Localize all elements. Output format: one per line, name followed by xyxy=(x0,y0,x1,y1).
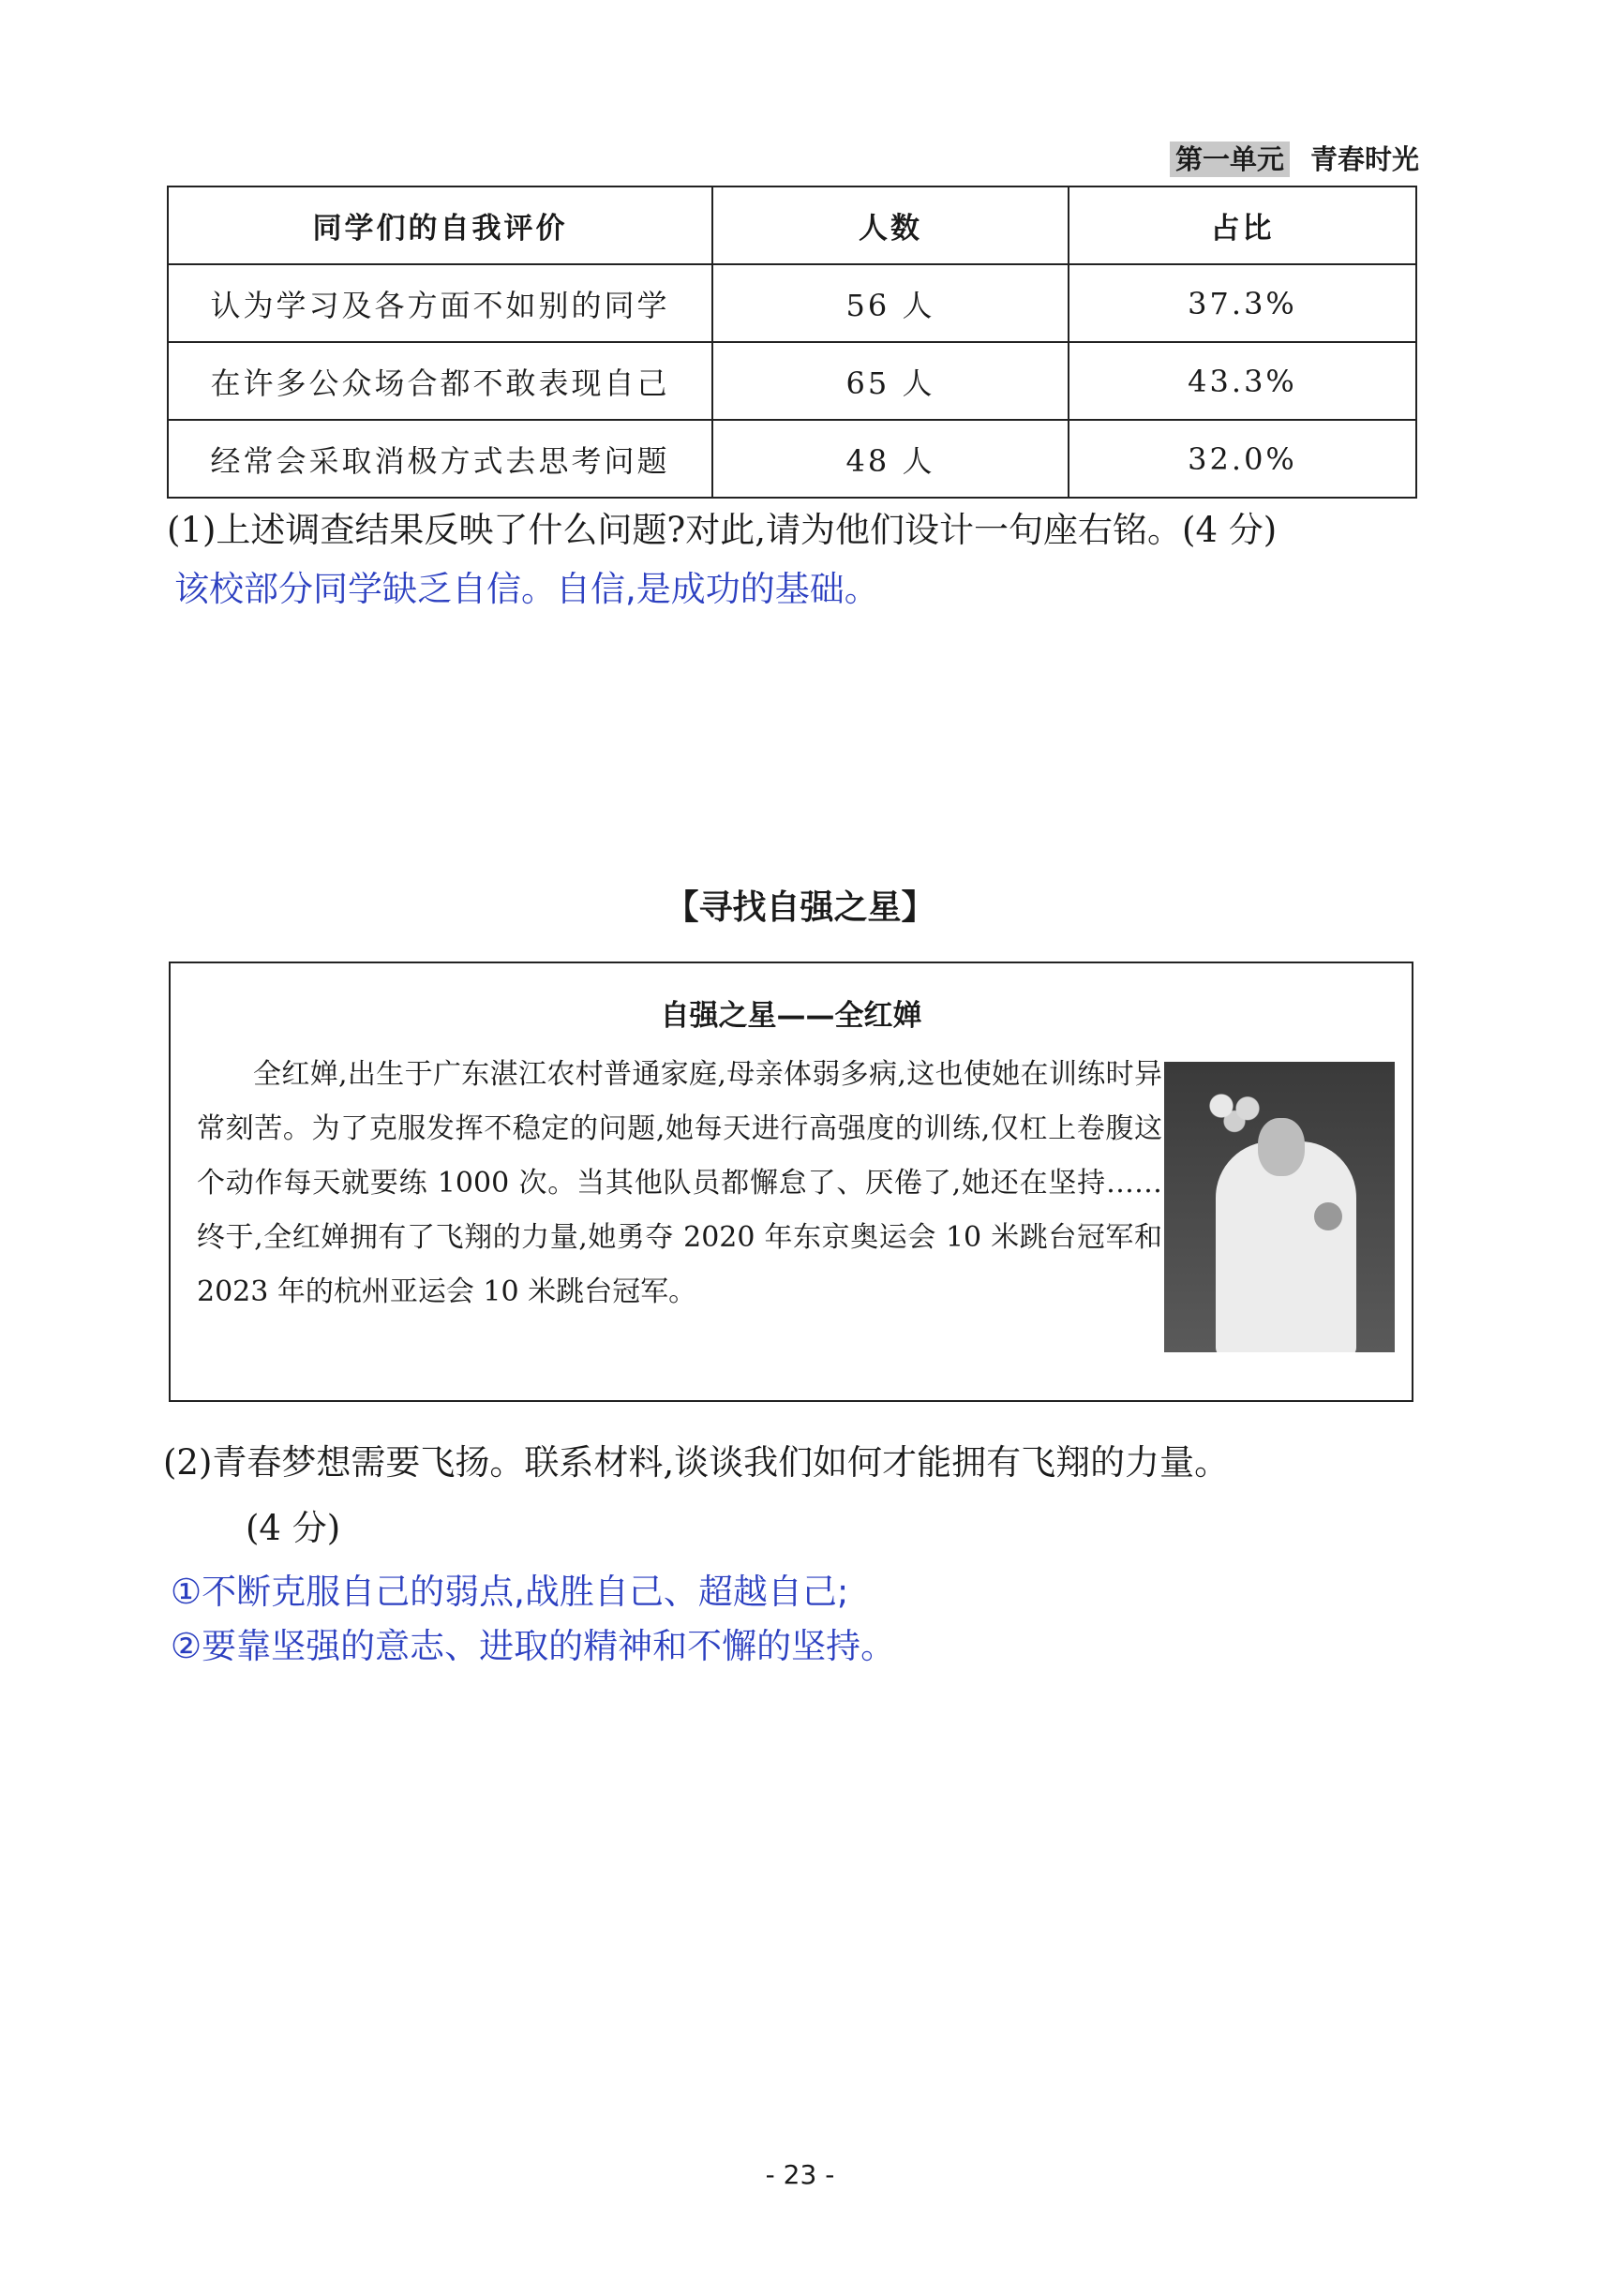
table-header: 占比 xyxy=(1069,186,1416,264)
table-cell: 56 人 xyxy=(712,264,1069,342)
bouquet-icon xyxy=(1202,1085,1267,1137)
athlete-face xyxy=(1258,1118,1305,1176)
table-cell: 37.3% xyxy=(1069,264,1416,342)
table-header-row xyxy=(168,186,1416,264)
table-cell: 经常会采取消极方式去思考问题 xyxy=(168,420,712,498)
athlete-photo xyxy=(1164,1062,1395,1352)
question-2-score: (4 分) xyxy=(246,1508,341,1548)
answer-2-point-2: ②要靠坚强的意志、进取的精神和不懈的坚持。 xyxy=(171,1626,896,1666)
table-cell: 32.0% xyxy=(1069,420,1416,498)
section-title: 【寻找自强之星】 xyxy=(665,888,935,927)
table-cell: 48 人 xyxy=(712,420,1069,498)
survey-table xyxy=(167,186,1417,499)
unit-header xyxy=(1170,139,1419,177)
table-cell: 在许多公众场合都不敢表现自己 xyxy=(168,342,712,420)
table-cell: 65 人 xyxy=(712,342,1069,420)
table-row xyxy=(168,342,1416,420)
page-number: - 23 - xyxy=(765,2159,835,2190)
material-title: 自强之星——全红婵 xyxy=(660,999,922,1033)
answer-1: 该校部分同学缺乏自信。自信,是成功的基础。 xyxy=(174,569,879,609)
table-row xyxy=(168,264,1416,342)
medal-icon xyxy=(1314,1202,1342,1230)
table-cell: 43.3% xyxy=(1069,342,1416,420)
table-header: 同学们的自我评价 xyxy=(168,186,712,264)
table-row xyxy=(168,420,1416,498)
table-cell: 认为学习及各方面不如别的同学 xyxy=(168,264,712,342)
question-2: (2)青春梦想需要飞扬。联系材料,谈谈我们如何才能拥有飞翔的力量。 xyxy=(163,1442,1230,1483)
unit-theme: 青春时光 xyxy=(1309,143,1419,175)
table-header: 人数 xyxy=(712,186,1069,264)
material-paragraph: 全红婵,出生于广东湛江农村普通家庭,母亲体弱多病,这也使她在训练时异常刻苦。为了克服发挥不稳定的问题,她每天进行高强度的训练,仅杠上卷腹这个动作每天就要练 1000 次。当其他队员都懈怠了、厌倦了,她还在坚持……终于,全红婵拥有了飞翔的力量,她勇夺 2020 年东京奥运会 10 米跳台冠军和 2023 年的杭州亚运会 10 米跳台冠军。 xyxy=(197,1058,1162,1308)
answer-2-point-1: ①不断克服自己的弱点,战胜自己、超越自己; xyxy=(171,1572,849,1612)
material-box xyxy=(169,962,1413,1402)
question-1: (1)上述调查结果反映了什么问题?对此,请为他们设计一句座右铭。(4 分) xyxy=(167,510,1278,550)
material-text xyxy=(197,1048,1162,1319)
unit-label: 第一单元 xyxy=(1170,142,1290,177)
